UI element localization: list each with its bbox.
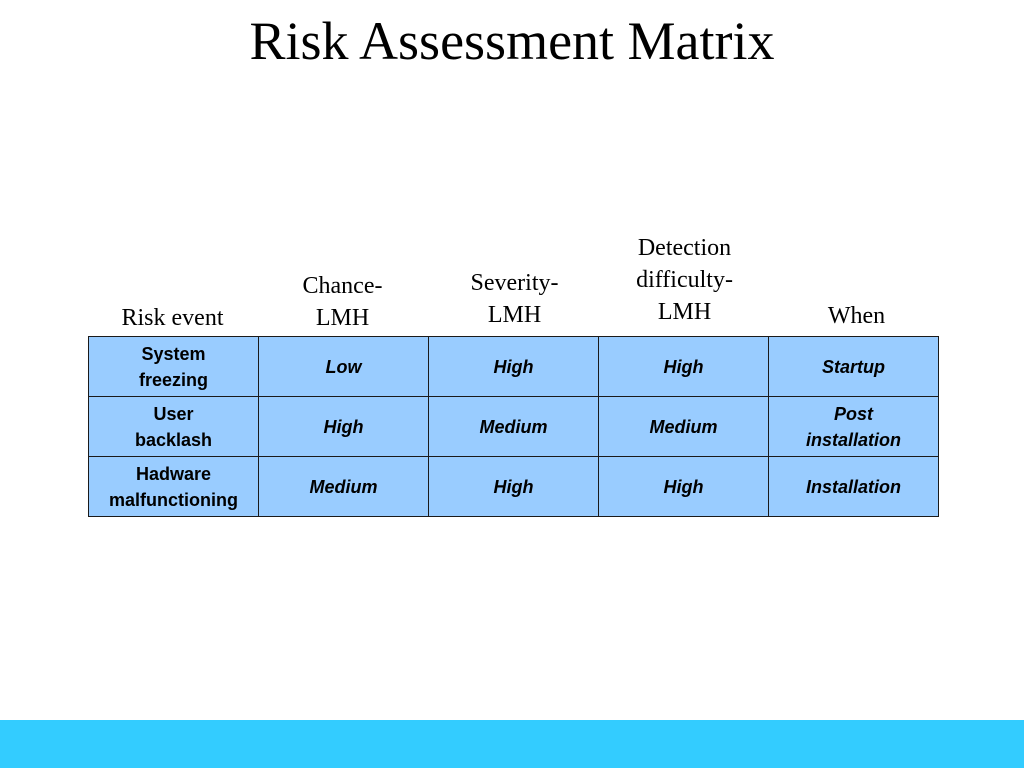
slide-title: Risk Assessment Matrix [249,11,775,71]
table-row [89,457,939,517]
when-cell: Startup [769,337,939,397]
footer-bar [0,720,1024,768]
detection-cell: Medium [599,397,769,457]
when-cell: Post installation [769,397,939,457]
table-row [89,337,939,397]
table-row [89,397,939,457]
header-detection-difficulty: Detection difficulty- LMH [636,235,733,325]
risk-event-cell: Hadware malfunctioning [89,457,259,517]
risk-matrix-table [88,336,939,517]
risk-event-cell: User backlash [89,397,259,457]
header-risk-event: Risk event [121,305,224,331]
header-severity: Severity- LMH [470,270,559,328]
header-when: When [827,303,886,329]
when-cell: Installation [769,457,939,517]
chance-cell: Medium [259,457,429,517]
detection-cell: High [599,457,769,517]
chance-cell: High [259,397,429,457]
header-chance: Chance- LMH [302,273,383,331]
chance-cell: Low [259,337,429,397]
risk-event-cell: System freezing [89,337,259,397]
severity-cell: Medium [429,397,599,457]
severity-cell: High [429,337,599,397]
severity-cell: High [429,457,599,517]
detection-cell: High [599,337,769,397]
